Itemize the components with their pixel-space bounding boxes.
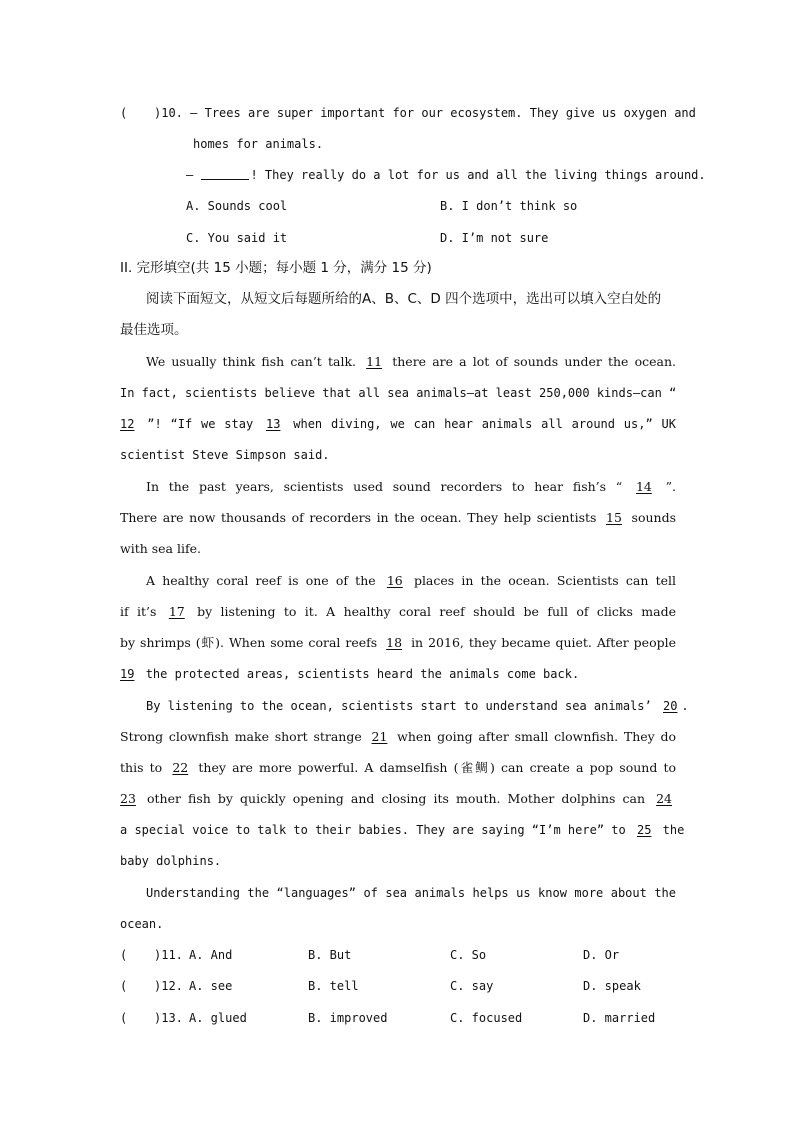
blank-17: 17 — [168, 604, 185, 619]
question-12-number: ( )12. — [120, 979, 183, 993]
blank-20: 20 — [662, 699, 678, 713]
question-13-option-b: B. improved — [308, 1011, 388, 1025]
question-13-option-d: D. married — [583, 1011, 656, 1025]
blank-14: 14 — [635, 479, 652, 494]
blank-24: 24 — [656, 791, 672, 806]
blank-15: 15 — [606, 510, 622, 525]
section-instruction-1: 阅读下面短文，从短文后每题所给的A、B、C、D 四个选项中，选出可以填入空白处的 — [146, 291, 662, 307]
blank-12: 12 — [120, 417, 135, 431]
passage-line: baby dolphins. — [120, 854, 222, 868]
passage-line: We usually think fish can’t talk. 11 there are a lot of sounds under the ocean. — [146, 354, 676, 369]
passage-line: In fact, scientists believe that all sea animals—at least 250,000 kinds—can “ — [120, 386, 677, 400]
blank-21: 21 — [371, 729, 388, 744]
answer-paren: ( — [120, 106, 128, 120]
blank-18: 18 — [386, 635, 403, 650]
q10-option-a: A. Sounds cool — [186, 199, 288, 213]
blank-23: 23 — [120, 791, 136, 806]
question-13-number: ( )13. — [120, 1011, 183, 1025]
passage-line: Understanding the “languages” of sea animals helps us know more about the — [146, 886, 676, 900]
section-instruction-2: 最佳选项。 — [120, 322, 188, 338]
passage-line: with sea life. — [120, 541, 201, 556]
blank-19: 19 — [120, 667, 135, 681]
question-13-option-c: C. focused — [450, 1011, 523, 1025]
passage-line: 12 ”! “If we stay 13 when diving, we can hear animals all around us,” UK — [120, 417, 676, 431]
question-10-reply: — ! They really do a lot for us and all the living things around. — [186, 168, 706, 182]
question-12-option-b: B. tell — [308, 979, 359, 993]
passage-line: if it’s 17 by listening to it. A healthy coral reef should be full of clicks made — [120, 604, 676, 619]
passage-line: By listening to the ocean, scientists start to understand sea animals’ 20 . — [146, 699, 689, 713]
question-11-option-b: B. But — [308, 948, 352, 962]
passage-line: this to 22 they are more powerful. A damselfish (雀鲷) can create a pop sound to — [120, 760, 677, 775]
passage-line: by shrimps (虾). When some coral reefs 18 in 2016, they became quiet. After people — [120, 635, 676, 650]
passage-line: a special voice to talk to their babies. They are saying “I’m here” to 25 the — [120, 823, 685, 837]
passage-line: ocean. — [120, 917, 164, 931]
q10-option-b: B. I don’t think so — [440, 199, 578, 213]
answer-blank — [201, 167, 249, 180]
section-heading: II. 完形填空(共 15 小题；每小题 1 分，满分 15 分) — [120, 260, 432, 276]
passage-line: In the past years, scientists used sound recorders to hear fish’s “ 14 ”. — [146, 479, 676, 494]
question-13-option-a: A. glued — [189, 1011, 247, 1025]
question-11-number: ( )11. — [120, 948, 183, 962]
passage-line: Strong clownfish make short strange 21 when going after small clownfish. They do — [120, 729, 676, 744]
blank-11: 11 — [366, 354, 383, 369]
question-10-line-2: homes for animals. — [193, 137, 324, 151]
question-10-line-1: ( )10. — Trees are super important for our ecosystem. They give us oxygen and — [120, 106, 696, 120]
passage-line: 23 other fish by quickly opening and closing its mouth. Mother dolphins can 24 — [120, 791, 676, 807]
blank-16: 16 — [386, 573, 403, 588]
question-12-option-d: D. speak — [583, 979, 641, 993]
blank-13: 13 — [265, 417, 281, 431]
passage-line: 19 the protected areas, scientists heard the animals come back. — [120, 667, 580, 681]
blank-22: 22 — [172, 760, 189, 775]
question-11-option-a: A. And — [189, 948, 233, 962]
question-12-option-c: C. say — [450, 979, 494, 993]
passage-line: There are now thousands of recorders in the ocean. They help scientists 15 sounds — [120, 510, 676, 525]
passage-line: scientist Steve Simpson said. — [120, 448, 330, 462]
q10-option-c: C. You said it — [186, 231, 288, 245]
q10-option-d: D. I’m not sure — [440, 231, 549, 245]
passage-line: A healthy coral reef is one of the 16 places in the ocean. Scientists can tell — [146, 573, 676, 588]
question-12-option-a: A. see — [189, 979, 233, 993]
question-11-option-d: D. Or — [583, 948, 620, 962]
question-11-option-c: C. So — [450, 948, 487, 962]
blank-25: 25 — [636, 823, 652, 837]
